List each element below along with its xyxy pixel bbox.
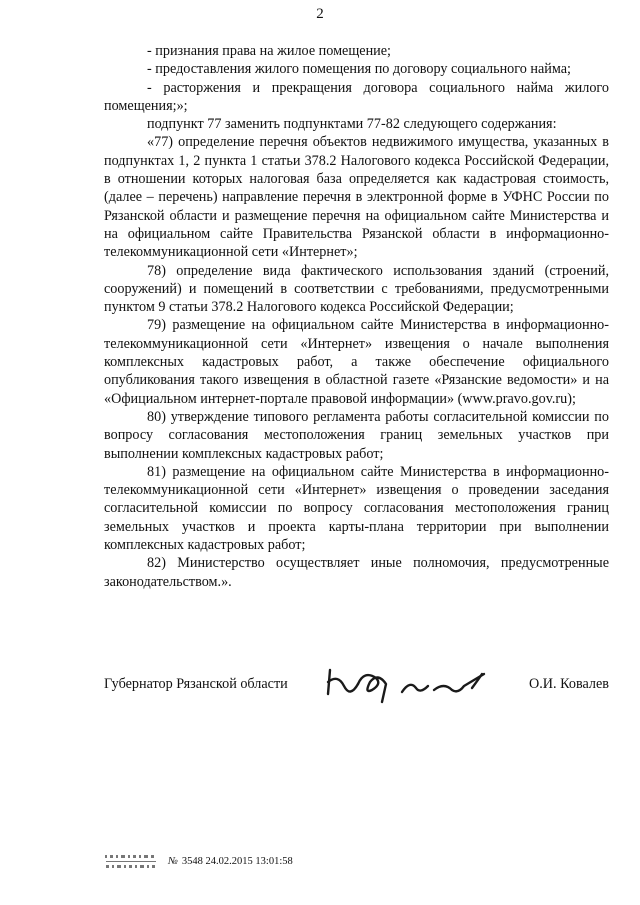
document-body	[104, 42, 609, 591]
paragraph-4: подпункт 77 заменить подпунктами 77-82 следующего содержания:	[147, 116, 557, 133]
number-symbol: №	[168, 856, 178, 867]
item-79: 79) размещение на официальном сайте Министерства в информационно-телекоммуникационной сети «Интернет» извещения о начале выполнения комплексных кадастровых работ, а также обеспечение официального опубликования такого извещения в областной газете «Рязанские ведомости» и на «Официальном интернет-портале правовой информации» (www.pravo.gov.ru);	[104, 317, 609, 407]
item-77: «77) определение перечня объектов недвижимого имущества, указанных в подпунктах 1, 2 пункта 1 статьи 378.2 Налогового кодекса Российской Федерации, в отношении которых налоговая база определяется как кадастровая стоимость, (далее – перечень) направление перечня в электронной форме в УФНС России по Рязанской области и размещение перечня на официальном сайте Министерства и на официальном сайте Правительства Рязанской области в информационно-телекоммуникационной сети «Интернет»;	[104, 134, 609, 261]
signatory-name: О.И. Ковалев	[529, 676, 609, 692]
item-80: 80) утверждение типового регламента работы согласительной комиссии по вопросу согласования местоположения границ земельных участков при выполнении комплексных кадастровых работ;	[104, 408, 609, 462]
document-registration-info	[168, 856, 293, 867]
signature-block	[104, 676, 609, 698]
paragraph-2: - предоставления жилого помещения по договору социального найма;	[147, 61, 571, 78]
registration-datetime: 24.02.2015 13:01:58	[205, 856, 293, 867]
handwritten-signature	[324, 664, 489, 704]
item-78: 78) определение вида фактического использования зданий (строений, сооружений) и помещений в соответствии с требованиями, предусмотренными пунктом 9 статьи 378.2 Налогового кодекса Российской Федерации;	[104, 262, 609, 316]
paragraph-3: - расторжения и прекращения договора социального найма жилого помещения;»;	[104, 79, 609, 114]
signatory-title: Губернатор Рязанской области	[104, 676, 288, 692]
registry-stamp-icon	[104, 854, 160, 870]
item-81: 81) размещение на официальном сайте Министерства в информационно-телекоммуникационной сети «Интернет» извещения о проведении заседания согласительной комиссии по вопросу согласования местоположения границ земельных участков и проекта карты-плана территории при выполнении комплексных кадастровых работ;	[104, 463, 609, 554]
page-number: 2	[316, 6, 324, 22]
item-82: 82) Министерство осуществляет иные полномочия, предусмотренные законодательством.».	[104, 555, 609, 590]
paragraph-1: - признания права на жилое помещение;	[147, 43, 391, 59]
document-number: 3548	[181, 856, 203, 867]
